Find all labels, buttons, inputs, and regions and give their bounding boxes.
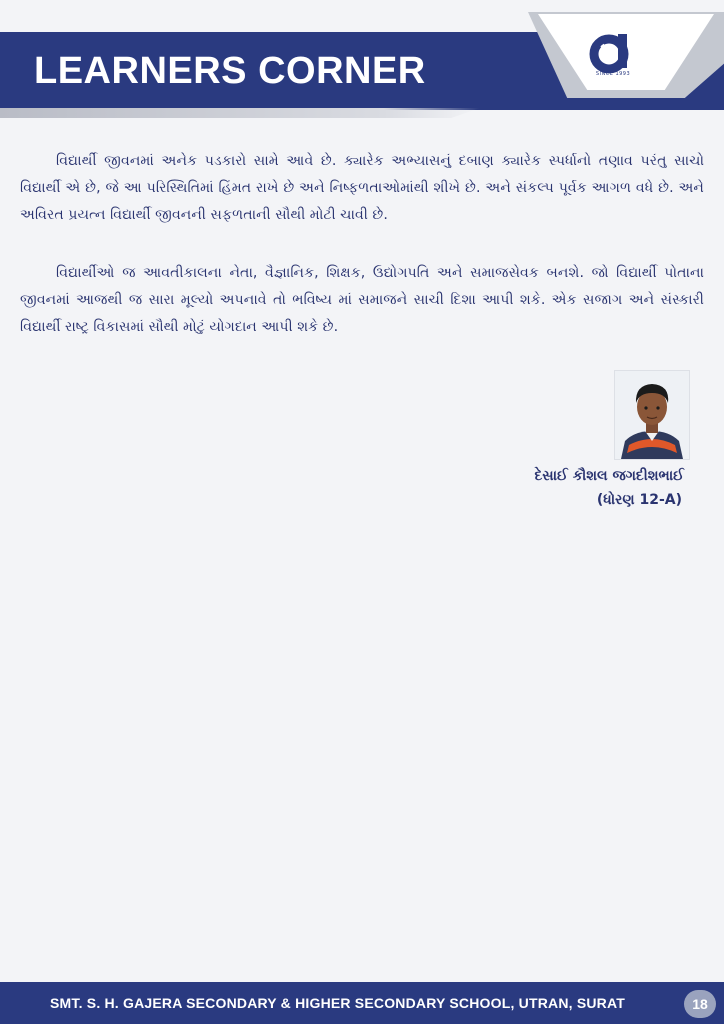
article-paragraph-1: વિદ્યાર્થી જીવનમાં અનેક પડકારો સામે આવે છે. ક્યારેક અભ્યાસનું દબાણ ક્યારેક સ્પર્ધાનો તણાવ પરંતુ સાચો વિદ્યાર્થી એ છે, જે આ પરિસ્થિતિમાં હિંમત રાખે છે અને નિષ્ફળતાઓમાંથી શીખે છે. અને સંકલ્પ પૂર્વક આગળ વધે છે. અને અવિરત પ્રયત્ન વિદ્યાર્થી જીવનની સફળતાની સૌથી મોટી ચાવી છે.: [20, 153, 704, 223]
author-name: દેસાઈ કૌશલ જગદીશભાઈ: [534, 468, 684, 484]
author-class: (ધોરણ 12-A): [596, 492, 682, 508]
school-logo-icon: [588, 32, 638, 76]
footer-school-name: SMT. S. H. GAJERA SECONDARY & HIGHER SECONDARY SCHOOL, UTRAN, SURAT: [50, 995, 626, 1011]
student-portrait-icon: [615, 371, 689, 459]
article-paragraph-2: વિદ્યાર્થીઓ જ આવતીકાલના નેતા, વૈજ્ઞાનિક, શિક્ષક, ઉદ્યોગપતિ અને સમાજસેવક બનશે. જો વિદ્યાર્થી પોતાના જીવનમાં આજથી જ સારા મૂલ્યો અપનાવે તો ભવિષ્ય માં સમાજને સાચી દિશા આપી શકે. એક સજાગ અને સંસ્કારી વિદ્યાર્થી રાષ્ટ્ર વિકાસમાં સૌથી મોટું યોગદાન આપી શકે છે.: [20, 265, 704, 335]
logo-since-text: SINCE 1993: [595, 71, 631, 77]
header-shadow: [0, 108, 480, 118]
page-title: LEARNERS CORNER: [34, 50, 426, 92]
student-photo: [614, 370, 690, 460]
page-number-badge: 18: [684, 990, 716, 1018]
